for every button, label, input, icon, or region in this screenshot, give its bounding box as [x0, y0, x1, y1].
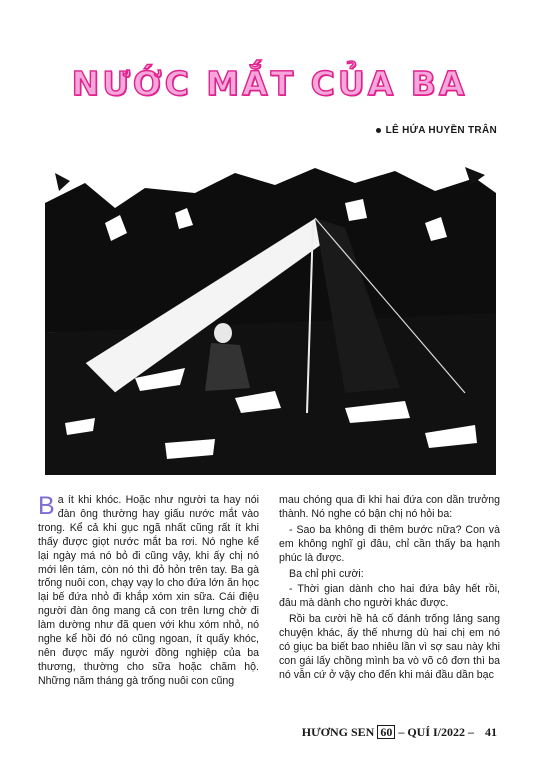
- page-footer: [302, 725, 497, 740]
- author-name: LÊ HỨA HUYỀN TRÂN: [385, 125, 497, 136]
- paragraph: - Sao ba không đi thêm bước nữa? Con và em không nghĩ gì đâu, chỉ cần thấy ba hạnh phúc là được.: [279, 523, 500, 564]
- paragraph: Ba chỉ phì cười:: [289, 567, 364, 580]
- tent-photo: [45, 163, 496, 475]
- author-byline: [376, 125, 497, 136]
- magazine-name: HƯƠNG SEN: [301, 725, 375, 739]
- paragraph: Ba ít khi khóc. Hoặc như người ta hay nói đàn ông thường hay giấu nước mắt vào trong. Kể cả khi gục ngã nhất cũng rất ít khi thấy được giọt nước mắt ba rơi. Nó nghe kể lại ngày má nó bỏ đi cũng vậy, khi ấy chị nó mới lên tám, còn nó thì đỏ hỏn trên tay. Ba gà trống nuôi con, chạy vạy lo cho đứa lớn ăn học lại bế đứa nhỏ đi khắp xóm xin sữa. Cái điệu người đàn ông mang cả con trên lưng chờ đi làm dường như đã quen với khu xóm nhỏ, nó nghe kể hồi đó nó cũng ngoan, ít quấy khóc, nên được mấy người đồng nghiệp của ba thương, thường cho sữa hoặc chăm hộ. Những năm tháng gà trống nuôi con cũng: [38, 492, 259, 687]
- bullet-icon: [376, 128, 381, 133]
- paragraph: mau chóng qua đi khi hai đứa con dần trưởng thành. Nó nghe có bận chị nó hỏi ba:: [279, 494, 500, 520]
- issue-number: 60: [377, 725, 395, 739]
- drop-cap: B: [38, 492, 55, 520]
- article-title: NƯỚC MẮT CỦA BA: [71, 64, 468, 103]
- right-column: [279, 494, 500, 685]
- page-number: 41: [485, 725, 497, 739]
- paragraph: Rồi ba cười hề hả cố đánh trống lảng sang chuyện khác, ấy thế nhưng dù hai chị em nó có giục ba biết bao nhiêu lần vì sợ sau này khi con gái lấy chồng mình ba vò võ cô đơn thì ba nó vẫn cứ ở vậy cho đến khi mái đầu dần bạc: [279, 613, 500, 681]
- issue-quarter: – QUÍ I/2022 –: [398, 725, 474, 739]
- left-column: [38, 494, 259, 691]
- paragraph: - Thời gian dành cho hai đứa bây hết rồi, đâu mà dành cho người khác được.: [279, 583, 500, 610]
